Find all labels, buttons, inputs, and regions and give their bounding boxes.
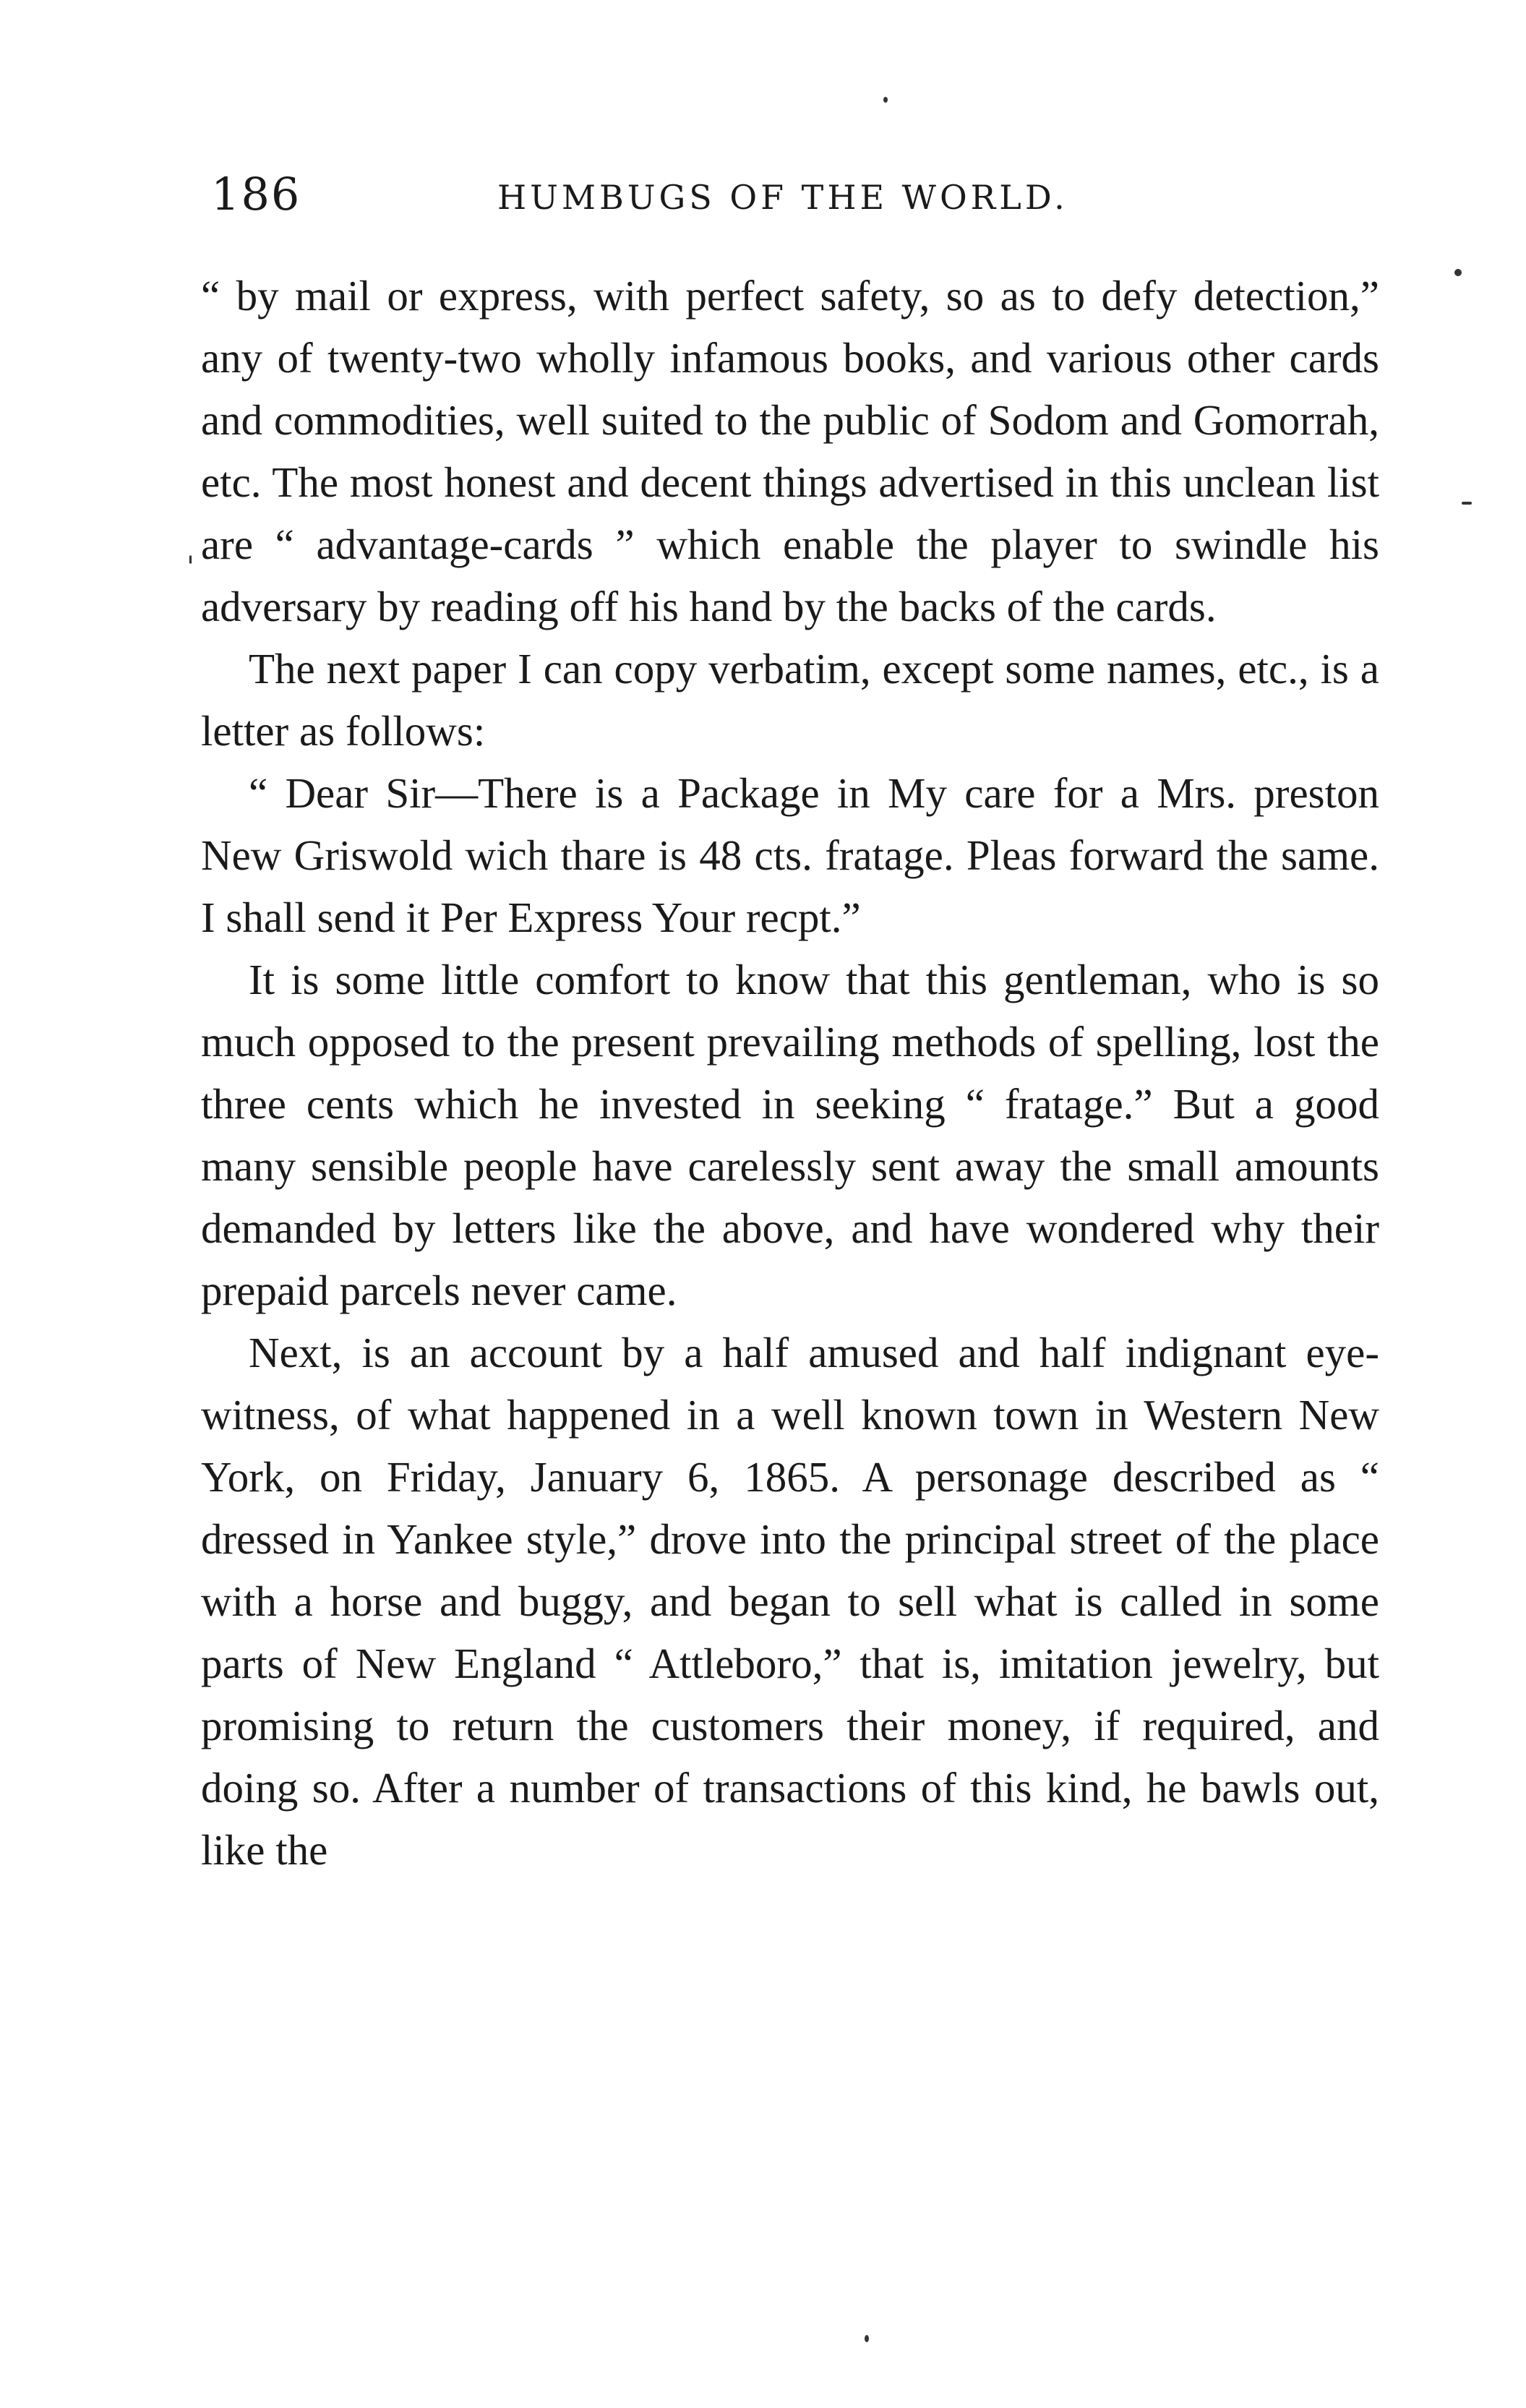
paragraph-continued: “ by mail or express, with perfect safety, so as to defy detection,” any of twenty-two wholly infamous books, and various other cards and commodities, well suited to the public of Sodom and Gomorrah, etc. The most honest and decent things advertised in this unclean list are “ advantage-cards ” which enable the player to swindle his adversary by reading off his hand by the backs of the cards. — [201, 272, 1379, 630]
margin-mark: ' — [187, 551, 194, 584]
page-number: 186 — [211, 168, 301, 220]
paragraph: It is some little comfort to know that this gentleman, who is so much opposed to the present prevailing methods of spelling, lost the three cents which he invested in seeking “ fratage.” But a good many sensible people have carelessly sent away the small amounts demanded by letters like the above, and have wondered why their prepaid parcels never came. — [201, 956, 1379, 1314]
running-head — [211, 168, 1369, 233]
running-title: HUMBUGS OF THE WORLD. — [497, 178, 1068, 217]
paragraph: Next, is an account by a half amused and half indignant eye-witness, of what happened in a well known town in Western New York, on Friday, January 6, 1865. A personage described as “ dressed in Yankee style,” drove into the principal street of the place with a horse and buggy, and began to sell what is called in some parts of New England “ Attleboro,” that is, imitation jewelry, but promising to return the customers their money, if required, and doing so. After a number of transactions of this kind, he bawls out, like the — [201, 1329, 1379, 1874]
ink-speck — [1454, 269, 1462, 276]
paragraph: The next paper I can copy verbatim, except some names, etc., is a letter as follows: — [201, 645, 1379, 755]
body-text — [201, 265, 1379, 1881]
ink-speck — [865, 2335, 869, 2342]
quoted-letter: “ Dear Sir—There is a Package in My care for a Mrs. preston New Griswold wich thare is 48 cts. fratage. Pleas forward the same. I shall send it Per Express Your recpt.” — [201, 769, 1379, 941]
ink-speck — [883, 97, 888, 103]
ink-speck — [1462, 502, 1472, 505]
